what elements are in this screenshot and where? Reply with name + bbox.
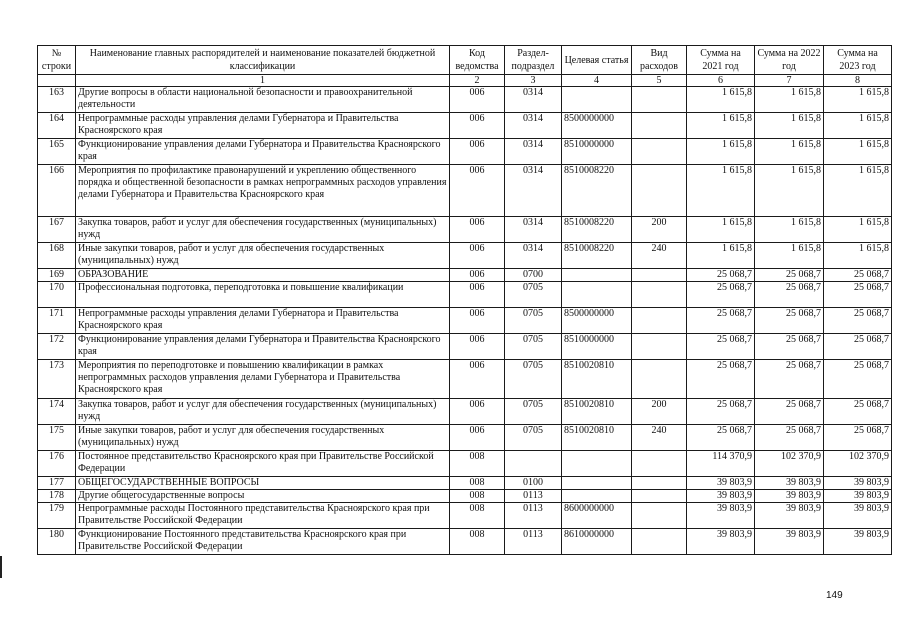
department-code: 006 bbox=[450, 282, 505, 308]
target-article: 8510020810 bbox=[562, 360, 632, 399]
row-number: 163 bbox=[38, 87, 76, 113]
row-name: Другие вопросы в области национальной безопасности и правоохранительной деятельности bbox=[76, 87, 450, 113]
department-code: 006 bbox=[450, 269, 505, 282]
table-row bbox=[38, 217, 892, 243]
row-number: 180 bbox=[38, 529, 76, 555]
expense-type: 200 bbox=[632, 399, 687, 425]
table-row bbox=[38, 139, 892, 165]
column-number bbox=[38, 75, 76, 87]
row-name: Иные закупки товаров, работ и услуг для обеспечения государственных (муниципальных) нужд bbox=[76, 425, 450, 451]
header-row-number: № строки bbox=[38, 46, 76, 75]
section-code: 0113 bbox=[505, 503, 562, 529]
sum-2023: 25 068,7 bbox=[824, 308, 892, 334]
section-code bbox=[505, 451, 562, 477]
row-name: Иные закупки товаров, работ и услуг для обеспечения государственных (муниципальных) нужд bbox=[76, 243, 450, 269]
table-row bbox=[38, 269, 892, 282]
sum-2021: 25 068,7 bbox=[687, 334, 755, 360]
row-name: Закупка товаров, работ и услуг для обеспечения государственных (муниципальных) нужд bbox=[76, 399, 450, 425]
target-article: 8510000000 bbox=[562, 334, 632, 360]
target-article: 8510000000 bbox=[562, 139, 632, 165]
sum-2023: 25 068,7 bbox=[824, 425, 892, 451]
department-code: 006 bbox=[450, 334, 505, 360]
row-number: 168 bbox=[38, 243, 76, 269]
table-row bbox=[38, 308, 892, 334]
column-number: 3 bbox=[505, 75, 562, 87]
department-code: 006 bbox=[450, 399, 505, 425]
row-number: 170 bbox=[38, 282, 76, 308]
sum-2021: 39 803,9 bbox=[687, 529, 755, 555]
table-row bbox=[38, 425, 892, 451]
department-code: 006 bbox=[450, 139, 505, 165]
table-row bbox=[38, 87, 892, 113]
target-article: 8510008220 bbox=[562, 243, 632, 269]
row-number: 164 bbox=[38, 113, 76, 139]
sum-2022: 1 615,8 bbox=[755, 87, 824, 113]
sum-2021: 39 803,9 bbox=[687, 503, 755, 529]
table-row bbox=[38, 360, 892, 399]
target-article: 8500000000 bbox=[562, 113, 632, 139]
sum-2023: 102 370,9 bbox=[824, 451, 892, 477]
header-target-article: Целевая статья bbox=[562, 46, 632, 75]
row-name: ОБРАЗОВАНИЕ bbox=[76, 269, 450, 282]
sum-2023: 39 803,9 bbox=[824, 477, 892, 490]
sum-2021: 25 068,7 bbox=[687, 269, 755, 282]
expense-type: 240 bbox=[632, 243, 687, 269]
sum-2022: 39 803,9 bbox=[755, 477, 824, 490]
target-article: 8600000000 bbox=[562, 503, 632, 529]
target-article: 8610000000 bbox=[562, 529, 632, 555]
sum-2023: 25 068,7 bbox=[824, 360, 892, 399]
row-number: 179 bbox=[38, 503, 76, 529]
header-expense-type: Вид расходов bbox=[632, 46, 687, 75]
sum-2022: 25 068,7 bbox=[755, 282, 824, 308]
row-name: Постоянное представительство Красноярского края при Правительстве Российской Федерации bbox=[76, 451, 450, 477]
header-name: Наименование главных распорядителей и наименование показателей бюджетной классификации bbox=[76, 46, 450, 75]
budget-table bbox=[37, 45, 892, 555]
row-name: Функционирование Постоянного представительства Красноярского края при Правительстве Российской Федерации bbox=[76, 529, 450, 555]
table-row bbox=[38, 243, 892, 269]
section-code: 0100 bbox=[505, 477, 562, 490]
sum-2021: 25 068,7 bbox=[687, 308, 755, 334]
sum-2022: 102 370,9 bbox=[755, 451, 824, 477]
sum-2022: 1 615,8 bbox=[755, 113, 824, 139]
target-article bbox=[562, 451, 632, 477]
row-name: Профессиональная подготовка, переподготовка и повышение квалификации bbox=[76, 282, 450, 308]
sum-2021: 25 068,7 bbox=[687, 282, 755, 308]
section-code: 0314 bbox=[505, 139, 562, 165]
sum-2022: 1 615,8 bbox=[755, 243, 824, 269]
sum-2021: 1 615,8 bbox=[687, 139, 755, 165]
column-number: 2 bbox=[450, 75, 505, 87]
header-sum-2021: Сумма на 2021 год bbox=[687, 46, 755, 75]
row-number: 175 bbox=[38, 425, 76, 451]
row-number: 177 bbox=[38, 477, 76, 490]
table-row bbox=[38, 399, 892, 425]
sum-2022: 39 803,9 bbox=[755, 503, 824, 529]
table-row bbox=[38, 165, 892, 217]
target-article: 8510020810 bbox=[562, 399, 632, 425]
sum-2023: 1 615,8 bbox=[824, 113, 892, 139]
department-code: 008 bbox=[450, 529, 505, 555]
section-code: 0314 bbox=[505, 217, 562, 243]
sum-2022: 25 068,7 bbox=[755, 269, 824, 282]
row-number: 178 bbox=[38, 490, 76, 503]
section-code: 0314 bbox=[505, 113, 562, 139]
row-number: 167 bbox=[38, 217, 76, 243]
table-row bbox=[38, 503, 892, 529]
department-code: 006 bbox=[450, 87, 505, 113]
target-article: 8510020810 bbox=[562, 425, 632, 451]
sum-2021: 25 068,7 bbox=[687, 425, 755, 451]
margin-mark bbox=[0, 556, 2, 578]
expense-type bbox=[632, 477, 687, 490]
expense-type bbox=[632, 529, 687, 555]
section-code: 0113 bbox=[505, 529, 562, 555]
department-code: 006 bbox=[450, 308, 505, 334]
column-number: 5 bbox=[632, 75, 687, 87]
header-sum-2023: Сумма на 2023 год bbox=[824, 46, 892, 75]
row-name: Непрограммные расходы Постоянного представительства Красноярского края при Правительстве Российской Федерации bbox=[76, 503, 450, 529]
sum-2023: 1 615,8 bbox=[824, 139, 892, 165]
sum-2021: 25 068,7 bbox=[687, 399, 755, 425]
department-code: 008 bbox=[450, 503, 505, 529]
sum-2021: 114 370,9 bbox=[687, 451, 755, 477]
expense-type: 200 bbox=[632, 217, 687, 243]
column-number: 4 bbox=[562, 75, 632, 87]
row-number: 166 bbox=[38, 165, 76, 217]
expense-type bbox=[632, 282, 687, 308]
section-code: 0314 bbox=[505, 243, 562, 269]
sum-2022: 25 068,7 bbox=[755, 425, 824, 451]
expense-type bbox=[632, 334, 687, 360]
department-code: 006 bbox=[450, 113, 505, 139]
row-number: 174 bbox=[38, 399, 76, 425]
table-row bbox=[38, 490, 892, 503]
sum-2023: 39 803,9 bbox=[824, 490, 892, 503]
sum-2022: 39 803,9 bbox=[755, 529, 824, 555]
row-number: 165 bbox=[38, 139, 76, 165]
sum-2021: 1 615,8 bbox=[687, 87, 755, 113]
row-number: 169 bbox=[38, 269, 76, 282]
target-article bbox=[562, 490, 632, 503]
row-number: 176 bbox=[38, 451, 76, 477]
sum-2023: 1 615,8 bbox=[824, 87, 892, 113]
row-name: Непрограммные расходы управления делами Губернатора и Правительства Красноярского края bbox=[76, 113, 450, 139]
department-code: 006 bbox=[450, 243, 505, 269]
sum-2023: 1 615,8 bbox=[824, 217, 892, 243]
table-row bbox=[38, 529, 892, 555]
sum-2021: 1 615,8 bbox=[687, 165, 755, 217]
row-name: Непрограммные расходы управления делами Губернатора и Правительства Красноярского края bbox=[76, 308, 450, 334]
target-article: 8510008220 bbox=[562, 165, 632, 217]
page-number: 149 bbox=[826, 590, 843, 601]
sum-2023: 25 068,7 bbox=[824, 269, 892, 282]
row-name: Функционирование управления делами Губернатора и Правительства Красноярского края bbox=[76, 334, 450, 360]
expense-type bbox=[632, 269, 687, 282]
sum-2021: 1 615,8 bbox=[687, 113, 755, 139]
sum-2023: 25 068,7 bbox=[824, 282, 892, 308]
target-article bbox=[562, 87, 632, 113]
department-code: 008 bbox=[450, 451, 505, 477]
header-department-code: Код ведомства bbox=[450, 46, 505, 75]
sum-2023: 39 803,9 bbox=[824, 503, 892, 529]
department-code: 008 bbox=[450, 477, 505, 490]
sum-2022: 25 068,7 bbox=[755, 399, 824, 425]
sum-2023: 39 803,9 bbox=[824, 529, 892, 555]
table-row bbox=[38, 282, 892, 308]
row-name: ОБЩЕГОСУДАРСТВЕННЫЕ ВОПРОСЫ bbox=[76, 477, 450, 490]
department-code: 006 bbox=[450, 425, 505, 451]
department-code: 006 bbox=[450, 360, 505, 399]
target-article: 8510008220 bbox=[562, 217, 632, 243]
sum-2023: 25 068,7 bbox=[824, 334, 892, 360]
section-code: 0705 bbox=[505, 425, 562, 451]
row-number: 173 bbox=[38, 360, 76, 399]
section-code: 0314 bbox=[505, 87, 562, 113]
section-code: 0705 bbox=[505, 308, 562, 334]
sum-2022: 25 068,7 bbox=[755, 360, 824, 399]
table-row bbox=[38, 451, 892, 477]
target-article bbox=[562, 269, 632, 282]
table-body bbox=[38, 87, 892, 555]
section-code: 0705 bbox=[505, 282, 562, 308]
expense-type bbox=[632, 139, 687, 165]
row-name: Мероприятия по переподготовке и повышению квалификации в рамках непрограммных расходов управления делами Губернатора и Правительства Красноярского края bbox=[76, 360, 450, 399]
expense-type bbox=[632, 113, 687, 139]
row-name: Другие общегосударственные вопросы bbox=[76, 490, 450, 503]
row-name: Функционирование управления делами Губернатора и Правительства Красноярского края bbox=[76, 139, 450, 165]
section-code: 0705 bbox=[505, 360, 562, 399]
department-code: 006 bbox=[450, 165, 505, 217]
department-code: 006 bbox=[450, 217, 505, 243]
expense-type bbox=[632, 451, 687, 477]
column-number: 8 bbox=[824, 75, 892, 87]
row-number: 171 bbox=[38, 308, 76, 334]
sum-2023: 1 615,8 bbox=[824, 243, 892, 269]
department-code: 008 bbox=[450, 490, 505, 503]
column-number-row bbox=[38, 75, 892, 87]
table-row bbox=[38, 113, 892, 139]
row-number: 172 bbox=[38, 334, 76, 360]
expense-type bbox=[632, 165, 687, 217]
section-code: 0705 bbox=[505, 334, 562, 360]
sum-2023: 1 615,8 bbox=[824, 165, 892, 217]
expense-type bbox=[632, 503, 687, 529]
sum-2022: 1 615,8 bbox=[755, 165, 824, 217]
column-number: 6 bbox=[687, 75, 755, 87]
sum-2021: 1 615,8 bbox=[687, 217, 755, 243]
table-row bbox=[38, 334, 892, 360]
sum-2022: 25 068,7 bbox=[755, 308, 824, 334]
section-code: 0705 bbox=[505, 399, 562, 425]
sum-2022: 25 068,7 bbox=[755, 334, 824, 360]
section-code: 0113 bbox=[505, 490, 562, 503]
sum-2021: 1 615,8 bbox=[687, 243, 755, 269]
section-code: 0314 bbox=[505, 165, 562, 217]
sum-2021: 39 803,9 bbox=[687, 490, 755, 503]
expense-type: 240 bbox=[632, 425, 687, 451]
column-number: 1 bbox=[76, 75, 450, 87]
expense-type bbox=[632, 360, 687, 399]
table-row bbox=[38, 477, 892, 490]
row-name: Мероприятия по профилактике правонарушений и укреплению общественного порядка и общественной безопасности в рамках непрограммных расходов управления делами Губернатора и Правительства Красноярского края bbox=[76, 165, 450, 217]
sum-2022: 1 615,8 bbox=[755, 139, 824, 165]
header-section: Раздел-подраздел bbox=[505, 46, 562, 75]
target-article bbox=[562, 282, 632, 308]
sum-2021: 25 068,7 bbox=[687, 360, 755, 399]
target-article bbox=[562, 477, 632, 490]
target-article: 8500000000 bbox=[562, 308, 632, 334]
sum-2022: 39 803,9 bbox=[755, 490, 824, 503]
header-sum-2022: Сумма на 2022 год bbox=[755, 46, 824, 75]
expense-type bbox=[632, 308, 687, 334]
sum-2021: 39 803,9 bbox=[687, 477, 755, 490]
column-number: 7 bbox=[755, 75, 824, 87]
section-code: 0700 bbox=[505, 269, 562, 282]
row-name: Закупка товаров, работ и услуг для обеспечения государственных (муниципальных) нужд bbox=[76, 217, 450, 243]
sum-2023: 25 068,7 bbox=[824, 399, 892, 425]
sum-2022: 1 615,8 bbox=[755, 217, 824, 243]
expense-type bbox=[632, 490, 687, 503]
expense-type bbox=[632, 87, 687, 113]
header-row bbox=[38, 46, 892, 75]
